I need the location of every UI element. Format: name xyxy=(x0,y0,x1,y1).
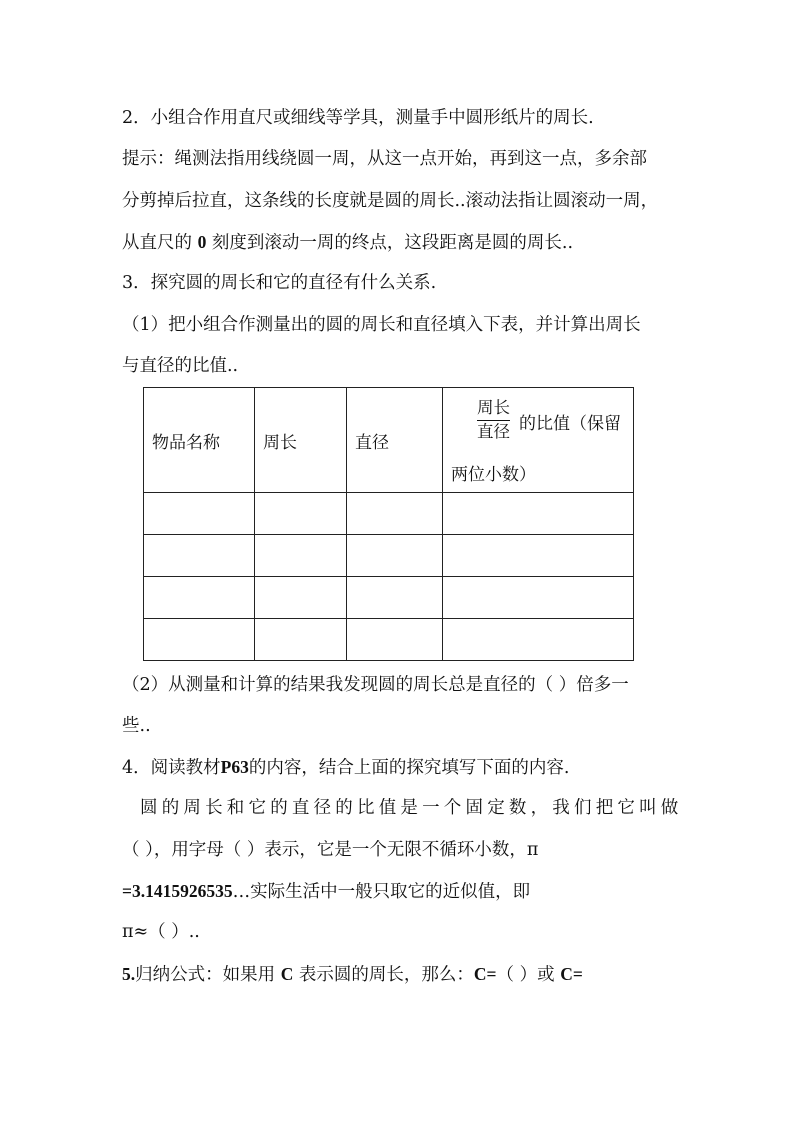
col-header-circumference: 周长 xyxy=(255,388,347,493)
table-cell[interactable] xyxy=(255,577,347,619)
ratio-suffix-2: 两位小数） xyxy=(451,465,536,485)
q2-hint-line-1: 提示：绳测法指用线绕圆一周，从这一点开始，再到这一点，多余部 xyxy=(122,149,647,169)
q5-formula-1: C= xyxy=(473,964,497,984)
q5-text-b: 表示圆的周长，那么： xyxy=(298,965,474,985)
table-cell[interactable] xyxy=(347,535,443,577)
q4-para-line-1: 圆的周长和它的直径的比值是一个固定数，我们把它叫做 xyxy=(140,798,683,818)
q2-hint-line-3 xyxy=(122,234,573,253)
fraction-bar xyxy=(477,420,510,421)
measurement-table xyxy=(143,387,634,661)
q4-heading-a: 4．阅读教材 xyxy=(122,758,221,778)
q2-hint-line-3-a: 从直尺的 xyxy=(122,233,192,253)
table-cell[interactable] xyxy=(144,619,255,661)
q3-sub1-line-2: 与直径的比值.. xyxy=(122,356,239,376)
table-row xyxy=(144,493,634,535)
table-cell[interactable] xyxy=(347,493,443,535)
q4-page-ref: P63 xyxy=(220,757,249,777)
table-row xyxy=(144,535,634,577)
table-cell[interactable] xyxy=(144,493,255,535)
q4-heading-b: 的内容，结合上面的探究填写下面的内容. xyxy=(248,758,570,778)
table-cell[interactable] xyxy=(144,577,255,619)
q4-para-line-3 xyxy=(122,883,530,902)
q5-line xyxy=(122,966,583,985)
q4-para-line-2: （ ），用字母（ ）表示，它是一个无限不循环小数，π xyxy=(122,840,539,860)
table-cell[interactable] xyxy=(347,619,443,661)
col-header-ratio xyxy=(443,388,634,493)
q2-hint-zero: 0 xyxy=(197,232,207,252)
ratio-fraction xyxy=(477,398,510,442)
q5-or: 或 xyxy=(537,965,555,985)
ratio-suffix: 的比值（保留 xyxy=(519,414,621,434)
table-cell[interactable] xyxy=(443,619,634,661)
q3-heading: 3．探究圆的周长和它的直径有什么关系. xyxy=(122,273,437,293)
pi-digits: =3.1415926535 xyxy=(122,881,233,901)
q5-text-a: 归纳公式：如果用 xyxy=(135,965,276,985)
q2-hint-line-2: 分剪掉后拉直，这条线的长度就是圆的周长..滚动法指让圆滚动一周， xyxy=(122,191,659,211)
table-cell[interactable] xyxy=(255,535,347,577)
q5-var-c: C xyxy=(280,964,294,984)
fraction-denominator: 直径 xyxy=(477,421,510,441)
q4-para-line-4: π≈（ ）.. xyxy=(122,922,200,942)
table-header-row xyxy=(144,388,634,493)
table-cell[interactable] xyxy=(255,619,347,661)
q3-sub2-line-2: 些.. xyxy=(122,716,151,736)
q4-para-line-3-text: …实际生活中一般只取它的近似值，即 xyxy=(232,882,531,902)
table-cell[interactable] xyxy=(443,493,634,535)
q5-paren: （ ） xyxy=(496,965,538,985)
q4-heading xyxy=(122,759,569,778)
q5-label: 5. xyxy=(122,964,136,984)
q2-hint-line-3-b: 刻度到滚动一周的终点，这段距离是圆的周长.. xyxy=(211,233,574,253)
table-cell[interactable] xyxy=(347,577,443,619)
q3-sub2-line-1: （2）从测量和计算的结果我发现圆的周长总是直径的（ ）倍多一 xyxy=(122,675,629,695)
q5-formula-2: C= xyxy=(560,964,583,984)
q2-heading: 2．小组合作用直尺或细线等学具，测量手中圆形纸片的周长. xyxy=(122,108,594,128)
table-cell[interactable] xyxy=(144,535,255,577)
table-row xyxy=(144,577,634,619)
col-header-diameter: 直径 xyxy=(347,388,443,493)
table-cell[interactable] xyxy=(255,493,347,535)
table-cell[interactable] xyxy=(443,577,634,619)
col-header-item-name: 物品名称 xyxy=(144,388,255,493)
table-cell[interactable] xyxy=(443,535,634,577)
table-row xyxy=(144,619,634,661)
q3-sub1-line-1: （1）把小组合作测量出的圆的周长和直径填入下表，并计算出周长 xyxy=(122,315,641,335)
fraction-numerator: 周长 xyxy=(477,398,510,417)
